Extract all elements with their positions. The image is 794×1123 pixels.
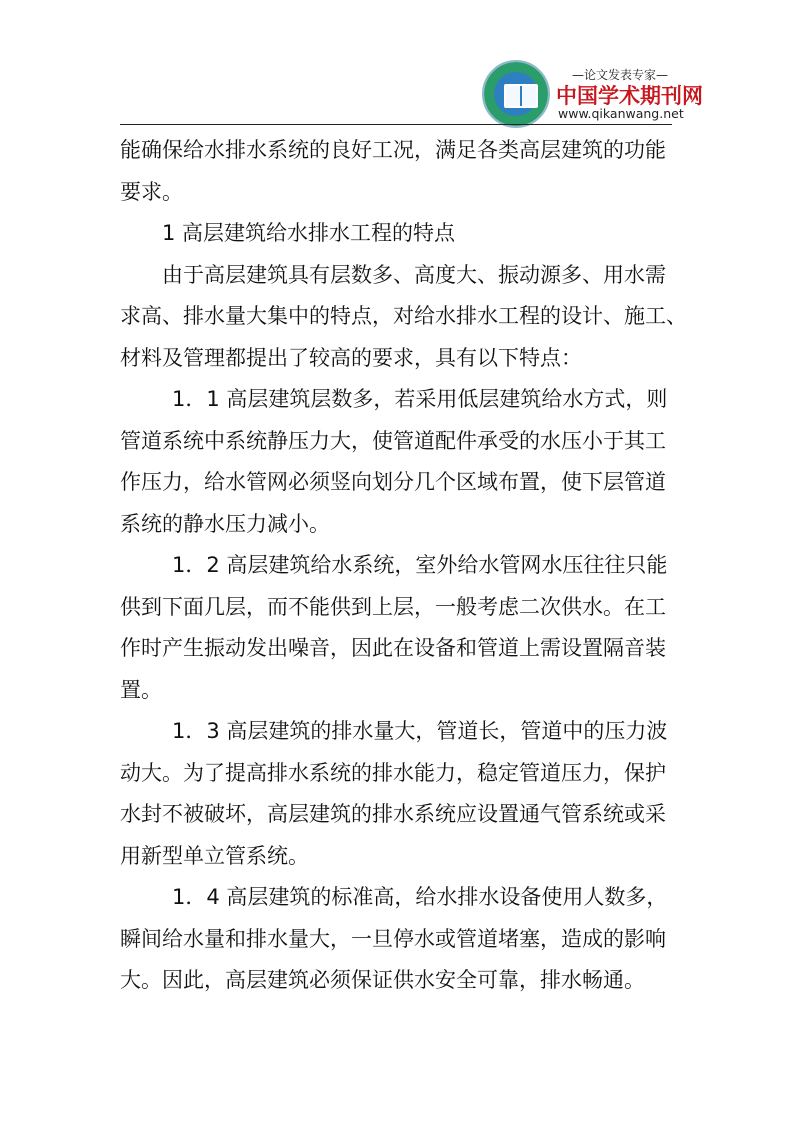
paragraph-1-3	[120, 711, 676, 877]
page-header	[478, 58, 703, 124]
text-line: 作时产生振动发出噪音，因此在设备和管道上需设置隔音装	[120, 636, 666, 660]
header-divider	[120, 124, 672, 125]
text-line: 1．4 高层建筑的标准高，给水排水设备使用人数多，	[172, 885, 668, 909]
text-line: 水封不被破坏，高层建筑的排水系统应设置通气管系统或采	[120, 802, 666, 826]
text-line: 要求。	[120, 179, 183, 204]
text-line: 动大。为了提高排水系统的排水能力，稳定管道压力，保护	[120, 760, 666, 785]
text-line: 1．3 高层建筑的排水量大，管道长，管道中的压力波	[172, 719, 668, 743]
text-line: 能确保给水排水系统的良好工况，满足各类高层建筑的功能	[120, 138, 666, 162]
text-line: 求高、排水量大集中的特点，对给水排水工程的设计、施工、	[120, 304, 687, 328]
text-line: 供到下面几层，而不能供到上层，一般考虑二次供水。在工	[120, 594, 666, 619]
header-tagline: —论文发表专家—	[571, 68, 668, 82]
book-icon	[504, 84, 538, 108]
qikanwang-logo	[482, 60, 550, 128]
text-line: 大。因此，高层建筑必须保证供水安全可靠，排水畅通。	[120, 968, 645, 992]
text-line: 置。	[120, 677, 162, 702]
text-line: 系统的静水压力减小。	[120, 511, 330, 536]
brand-name: 中国学术期刊网	[556, 84, 703, 108]
paragraph-1-2	[120, 545, 676, 711]
section-heading	[120, 213, 676, 255]
paragraph-overview	[120, 255, 687, 380]
paragraph-1-4	[120, 877, 676, 1002]
text-line: 1．2 高层建筑给水系统，室外给水管网水压往往只能	[172, 553, 668, 577]
document-body	[120, 130, 687, 1002]
brand-url: www.qikanwang.net	[558, 106, 684, 121]
section-title: 1 高层建筑给水排水工程的特点	[162, 221, 456, 245]
text-line: 1．1 高层建筑层数多，若采用低层建筑给水方式，则	[172, 387, 668, 411]
text-line: 由于高层建筑具有层数多、高度大、振动源多、用水需	[162, 262, 666, 287]
text-line: 用新型单立管系统。	[120, 843, 309, 868]
text-line: 材料及管理都提出了较高的要求，具有以下特点：	[120, 345, 582, 370]
paragraph-1-1	[120, 379, 676, 545]
text-line: 作压力，给水管网必须竖向划分几个区域布置，使下层管道	[120, 470, 666, 494]
text-line: 瞬间给水量和排水量大，一旦停水或管道堵塞，造成的影响	[120, 926, 666, 951]
paragraph-intro-continuation	[120, 130, 676, 213]
text-line: 管道系统中系统静压力大，使管道配件承受的水压小于其工	[120, 428, 666, 453]
